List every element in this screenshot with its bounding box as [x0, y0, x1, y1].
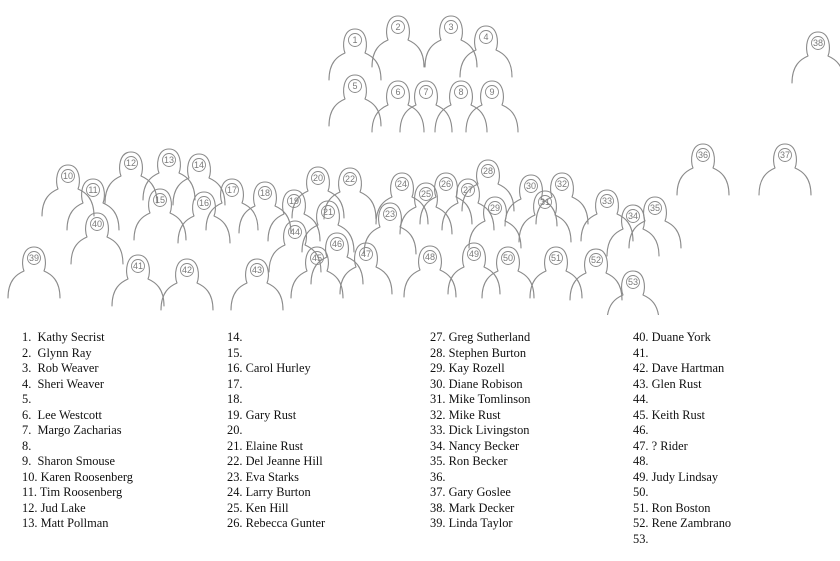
entry-name: Diane Robison: [448, 376, 523, 391]
entry-number: 49.: [633, 469, 649, 484]
name-key-entry: [227, 392, 325, 408]
person-number: 40: [91, 219, 103, 229]
name-key-entry: [22, 361, 133, 377]
person-number: 24: [396, 179, 408, 189]
name-key-entry: [430, 330, 530, 346]
entry-number: 10.: [22, 469, 38, 484]
person-outline: [581, 190, 633, 241]
person-outline: [105, 152, 157, 203]
name-key-entry: [227, 516, 325, 532]
name-key-entry: [430, 392, 530, 408]
person-outline: [302, 201, 354, 252]
entry-number: 13.: [22, 516, 38, 530]
person-outline: [329, 29, 381, 80]
entry-name: Kay Rozell: [448, 361, 505, 375]
name-key-entry: [227, 470, 325, 486]
person-number: 31: [539, 197, 551, 207]
person-number: 4: [483, 32, 489, 42]
entry-number: 44.: [633, 392, 649, 406]
person-number: 51: [550, 253, 562, 263]
name-key-entry: [227, 501, 325, 517]
entry-number: 15.: [227, 345, 243, 360]
person-number: 27: [462, 185, 474, 195]
entry-number: 46.: [633, 423, 649, 437]
name-key-entry: [633, 423, 731, 439]
entry-name: Mark Decker: [448, 500, 515, 515]
person-number: 11: [88, 185, 98, 195]
entry-name: Matt Pollman: [40, 516, 109, 530]
name-key-entry: [22, 408, 133, 424]
entry-number: 30.: [430, 376, 446, 391]
name-key-entry: [633, 392, 731, 408]
name-key-entry: [22, 392, 133, 408]
name-key-entry: [430, 361, 530, 377]
entry-name: Jud Lake: [40, 500, 86, 515]
person-number: 33: [601, 196, 613, 206]
name-key-entry: [227, 423, 325, 439]
entry-name: Sharon Smouse: [37, 454, 115, 468]
person-outline: [143, 149, 195, 200]
entry-name: Nancy Becker: [448, 438, 520, 453]
entry-number: 39.: [430, 516, 446, 530]
name-key-entry: [430, 485, 530, 501]
name-key-entry: [430, 377, 530, 393]
name-key-column-1: [22, 330, 133, 532]
name-key-entry: [430, 346, 530, 362]
entry-number: 5.: [22, 392, 32, 406]
entry-name: ? Rider: [651, 438, 688, 453]
entry-name: Glynn Ray: [37, 345, 92, 360]
entry-number: 36.: [430, 469, 446, 484]
entry-number: 38.: [430, 500, 446, 515]
person-number: 20: [312, 173, 324, 183]
person-number: 47: [360, 249, 372, 259]
person-number: 26: [440, 179, 452, 189]
person-outline: [425, 16, 477, 67]
person-number: 41: [132, 261, 144, 271]
entry-name: Glen Rust: [651, 376, 702, 391]
entry-name: Linda Taylor: [448, 516, 513, 530]
entry-number: 28.: [430, 345, 446, 360]
entry-name: Mike Tomlinson: [448, 392, 531, 406]
entry-number: 43.: [633, 376, 649, 391]
person-number: 18: [259, 188, 271, 198]
person-outline: [134, 189, 186, 240]
name-key-entry: [22, 501, 133, 517]
person-outline: [8, 247, 60, 298]
entry-name: Eva Starks: [245, 469, 299, 484]
entry-number: 16.: [227, 361, 243, 375]
entry-number: 27.: [430, 330, 446, 344]
entry-number: 17.: [227, 376, 243, 391]
person-number: 30: [525, 181, 537, 191]
entry-name: Rebecca Gunter: [245, 516, 326, 530]
entry-number: 50.: [633, 485, 649, 499]
entry-number: 9.: [22, 454, 32, 468]
entry-name: Stephen Burton: [448, 345, 527, 360]
person-number: 1: [352, 35, 358, 45]
name-key-entry: [430, 470, 530, 486]
entry-number: 35.: [430, 454, 446, 468]
entry-number: 2.: [22, 345, 32, 360]
person-number: 16: [198, 198, 210, 208]
person-number: 9: [489, 87, 495, 97]
name-key-entry: [633, 470, 731, 486]
entry-number: 52.: [633, 516, 649, 530]
entry-name: Dick Livingston: [448, 423, 530, 437]
person-number: 15: [154, 195, 166, 205]
entry-name: Kathy Secrist: [37, 330, 105, 344]
person-number: 46: [331, 239, 343, 249]
name-key-entry: [227, 361, 325, 377]
entry-number: 19.: [227, 407, 243, 422]
entry-name: Lee Westcott: [37, 407, 102, 422]
person-outline: [759, 144, 811, 195]
entry-number: 40.: [633, 330, 649, 344]
entry-number: 47.: [633, 438, 649, 453]
name-key-entry: [22, 485, 133, 501]
person-outline: [161, 259, 213, 310]
person-outline: [629, 197, 681, 248]
person-outline: [269, 221, 321, 272]
entry-name: Tim Roosenberg: [39, 485, 123, 499]
name-key-entry: [633, 516, 731, 532]
name-key-entry: [227, 330, 325, 346]
entry-name: Dave Hartman: [651, 361, 725, 375]
entry-number: 53.: [633, 531, 649, 546]
name-key-entry: [22, 516, 133, 532]
entry-number: 20.: [227, 423, 243, 437]
person-outline: [482, 247, 534, 298]
person-number: 3: [448, 22, 454, 32]
person-number: 5: [352, 81, 358, 91]
person-number: 25: [420, 189, 432, 199]
name-key-entry: [22, 377, 133, 393]
entry-number: 7.: [22, 423, 32, 437]
entry-number: 41.: [633, 345, 649, 360]
person-number: 23: [384, 209, 396, 219]
person-number: 28: [482, 166, 494, 176]
name-key-entry: [633, 485, 731, 501]
person-outline: [519, 191, 571, 242]
entry-number: 21.: [227, 438, 243, 453]
person-number: 49: [468, 249, 480, 259]
entry-number: 8.: [22, 438, 32, 453]
name-key-entry: [227, 439, 325, 455]
person-outline: [231, 259, 283, 310]
name-key-entry: [22, 454, 133, 470]
name-key-column-2: [227, 330, 325, 532]
name-key-entry: [430, 516, 530, 532]
person-number: 19: [288, 196, 300, 206]
person-outline: [530, 247, 582, 298]
entry-number: 22.: [227, 454, 243, 468]
person-number: 7: [423, 87, 429, 97]
entry-number: 24.: [227, 485, 243, 499]
person-number: 36: [697, 150, 709, 160]
person-outline: [340, 243, 392, 294]
entry-name: Del Jeanne Hill: [245, 454, 323, 468]
person-outline: [291, 247, 343, 298]
person-number: 29: [489, 203, 501, 213]
name-key-column-4: [633, 330, 731, 547]
entry-number: 34.: [430, 438, 446, 453]
person-outline: [239, 182, 291, 233]
entry-name: Keith Rust: [651, 407, 705, 422]
person-number: 45: [311, 253, 323, 263]
entry-number: 4.: [22, 376, 32, 391]
name-key-entry: [22, 439, 133, 455]
entry-name: Greg Sutherland: [448, 330, 531, 344]
entry-number: 23.: [227, 469, 243, 484]
name-key-entry: [633, 532, 731, 548]
name-key-entry: [633, 408, 731, 424]
entry-name: Gary Goslee: [448, 485, 511, 499]
person-outline: [607, 271, 659, 315]
name-key-entry: [22, 423, 133, 439]
entry-name: Duane York: [651, 330, 711, 344]
person-number: 50: [502, 253, 514, 263]
entry-number: 29.: [430, 361, 446, 375]
entry-name: Margo Zacharias: [37, 423, 122, 437]
entry-name: Ron Boston: [651, 500, 711, 515]
person-outline: [372, 16, 424, 67]
entry-name: Elaine Rust: [245, 438, 304, 453]
entry-name: Ken Hill: [245, 500, 289, 515]
name-key-entry: [633, 377, 731, 393]
entry-name: Karen Roosenberg: [40, 469, 133, 484]
person-number: 37: [779, 150, 791, 160]
entry-number: 26.: [227, 516, 243, 530]
person-outline: [448, 243, 500, 294]
person-number: 39: [28, 253, 40, 263]
person-number: 2: [395, 22, 401, 32]
person-outline: [71, 213, 123, 264]
name-key-entry: [22, 470, 133, 486]
name-key-entry: [633, 454, 731, 470]
name-key-entry: [227, 377, 325, 393]
entry-number: 48.: [633, 454, 649, 468]
person-number: 52: [590, 255, 602, 265]
entry-name: Rene Zambrano: [651, 516, 732, 530]
person-outline: [792, 32, 840, 83]
entry-name: Rob Weaver: [37, 361, 99, 375]
person-number: 44: [289, 227, 301, 237]
person-number: 13: [163, 155, 175, 165]
name-key-entry: [227, 454, 325, 470]
entry-name: Carol Hurley: [245, 361, 311, 375]
entry-number: 1.: [22, 330, 32, 344]
person-number: 22: [344, 174, 356, 184]
person-outline: [570, 249, 622, 300]
name-key-entry: [227, 485, 325, 501]
entry-number: 6.: [22, 407, 32, 422]
entry-number: 3.: [22, 361, 32, 375]
person-outline: [112, 255, 164, 306]
person-outline: [292, 167, 344, 218]
person-number: 42: [181, 265, 193, 275]
entry-number: 18.: [227, 392, 243, 406]
person-outline: [677, 144, 729, 195]
name-key-entry: [227, 346, 325, 362]
name-key-entry: [633, 346, 731, 362]
entry-number: 25.: [227, 500, 243, 515]
entry-number: 12.: [22, 500, 38, 515]
entry-number: 42.: [633, 361, 649, 375]
entry-number: 14.: [227, 330, 243, 344]
name-key-entry: [430, 423, 530, 439]
entry-number: 31.: [430, 392, 446, 406]
entry-name: Mike Rust: [448, 407, 501, 422]
person-number: 35: [649, 203, 661, 213]
name-key-entry: [633, 361, 731, 377]
name-key-entry: [430, 439, 530, 455]
entry-number: 33.: [430, 423, 446, 437]
person-number: 10: [62, 171, 74, 181]
person-number: 53: [627, 277, 639, 287]
entry-number: 51.: [633, 500, 649, 515]
person-number: 21: [322, 207, 334, 217]
person-number: 43: [251, 265, 263, 275]
entry-name: Larry Burton: [245, 485, 311, 499]
entry-number: 11.: [22, 485, 38, 499]
name-key-entry: [430, 454, 530, 470]
entry-name: Gary Rust: [245, 407, 297, 422]
person-number: 17: [226, 185, 238, 195]
name-key-column-3: [430, 330, 530, 532]
name-key-entry: [22, 346, 133, 362]
entry-name: Ron Becker: [448, 454, 508, 468]
name-key-entry: [22, 330, 133, 346]
name-key-entry: [633, 330, 731, 346]
person-number: 34: [627, 211, 639, 221]
entry-number: 37.: [430, 485, 446, 499]
person-number: 8: [458, 87, 464, 97]
name-key-entry: [430, 501, 530, 517]
person-number: 38: [812, 38, 824, 48]
person-outline: [460, 26, 512, 77]
entry-number: 45.: [633, 407, 649, 422]
person-number: 48: [424, 252, 436, 262]
name-key-entry: [227, 408, 325, 424]
person-number: 12: [125, 158, 137, 168]
person-number: 6: [395, 87, 401, 97]
person-outline: [329, 75, 381, 126]
name-key-entry: [430, 408, 530, 424]
person-number: 14: [193, 160, 205, 170]
entry-name: Sheri Weaver: [37, 376, 105, 391]
name-key-entry: [633, 501, 731, 517]
entry-number: 32.: [430, 407, 446, 422]
name-key-entry: [633, 439, 731, 455]
person-outline: [206, 179, 258, 230]
entry-name: Judy Lindsay: [651, 469, 719, 484]
person-number: 32: [556, 179, 568, 189]
person-outline: [364, 203, 416, 254]
